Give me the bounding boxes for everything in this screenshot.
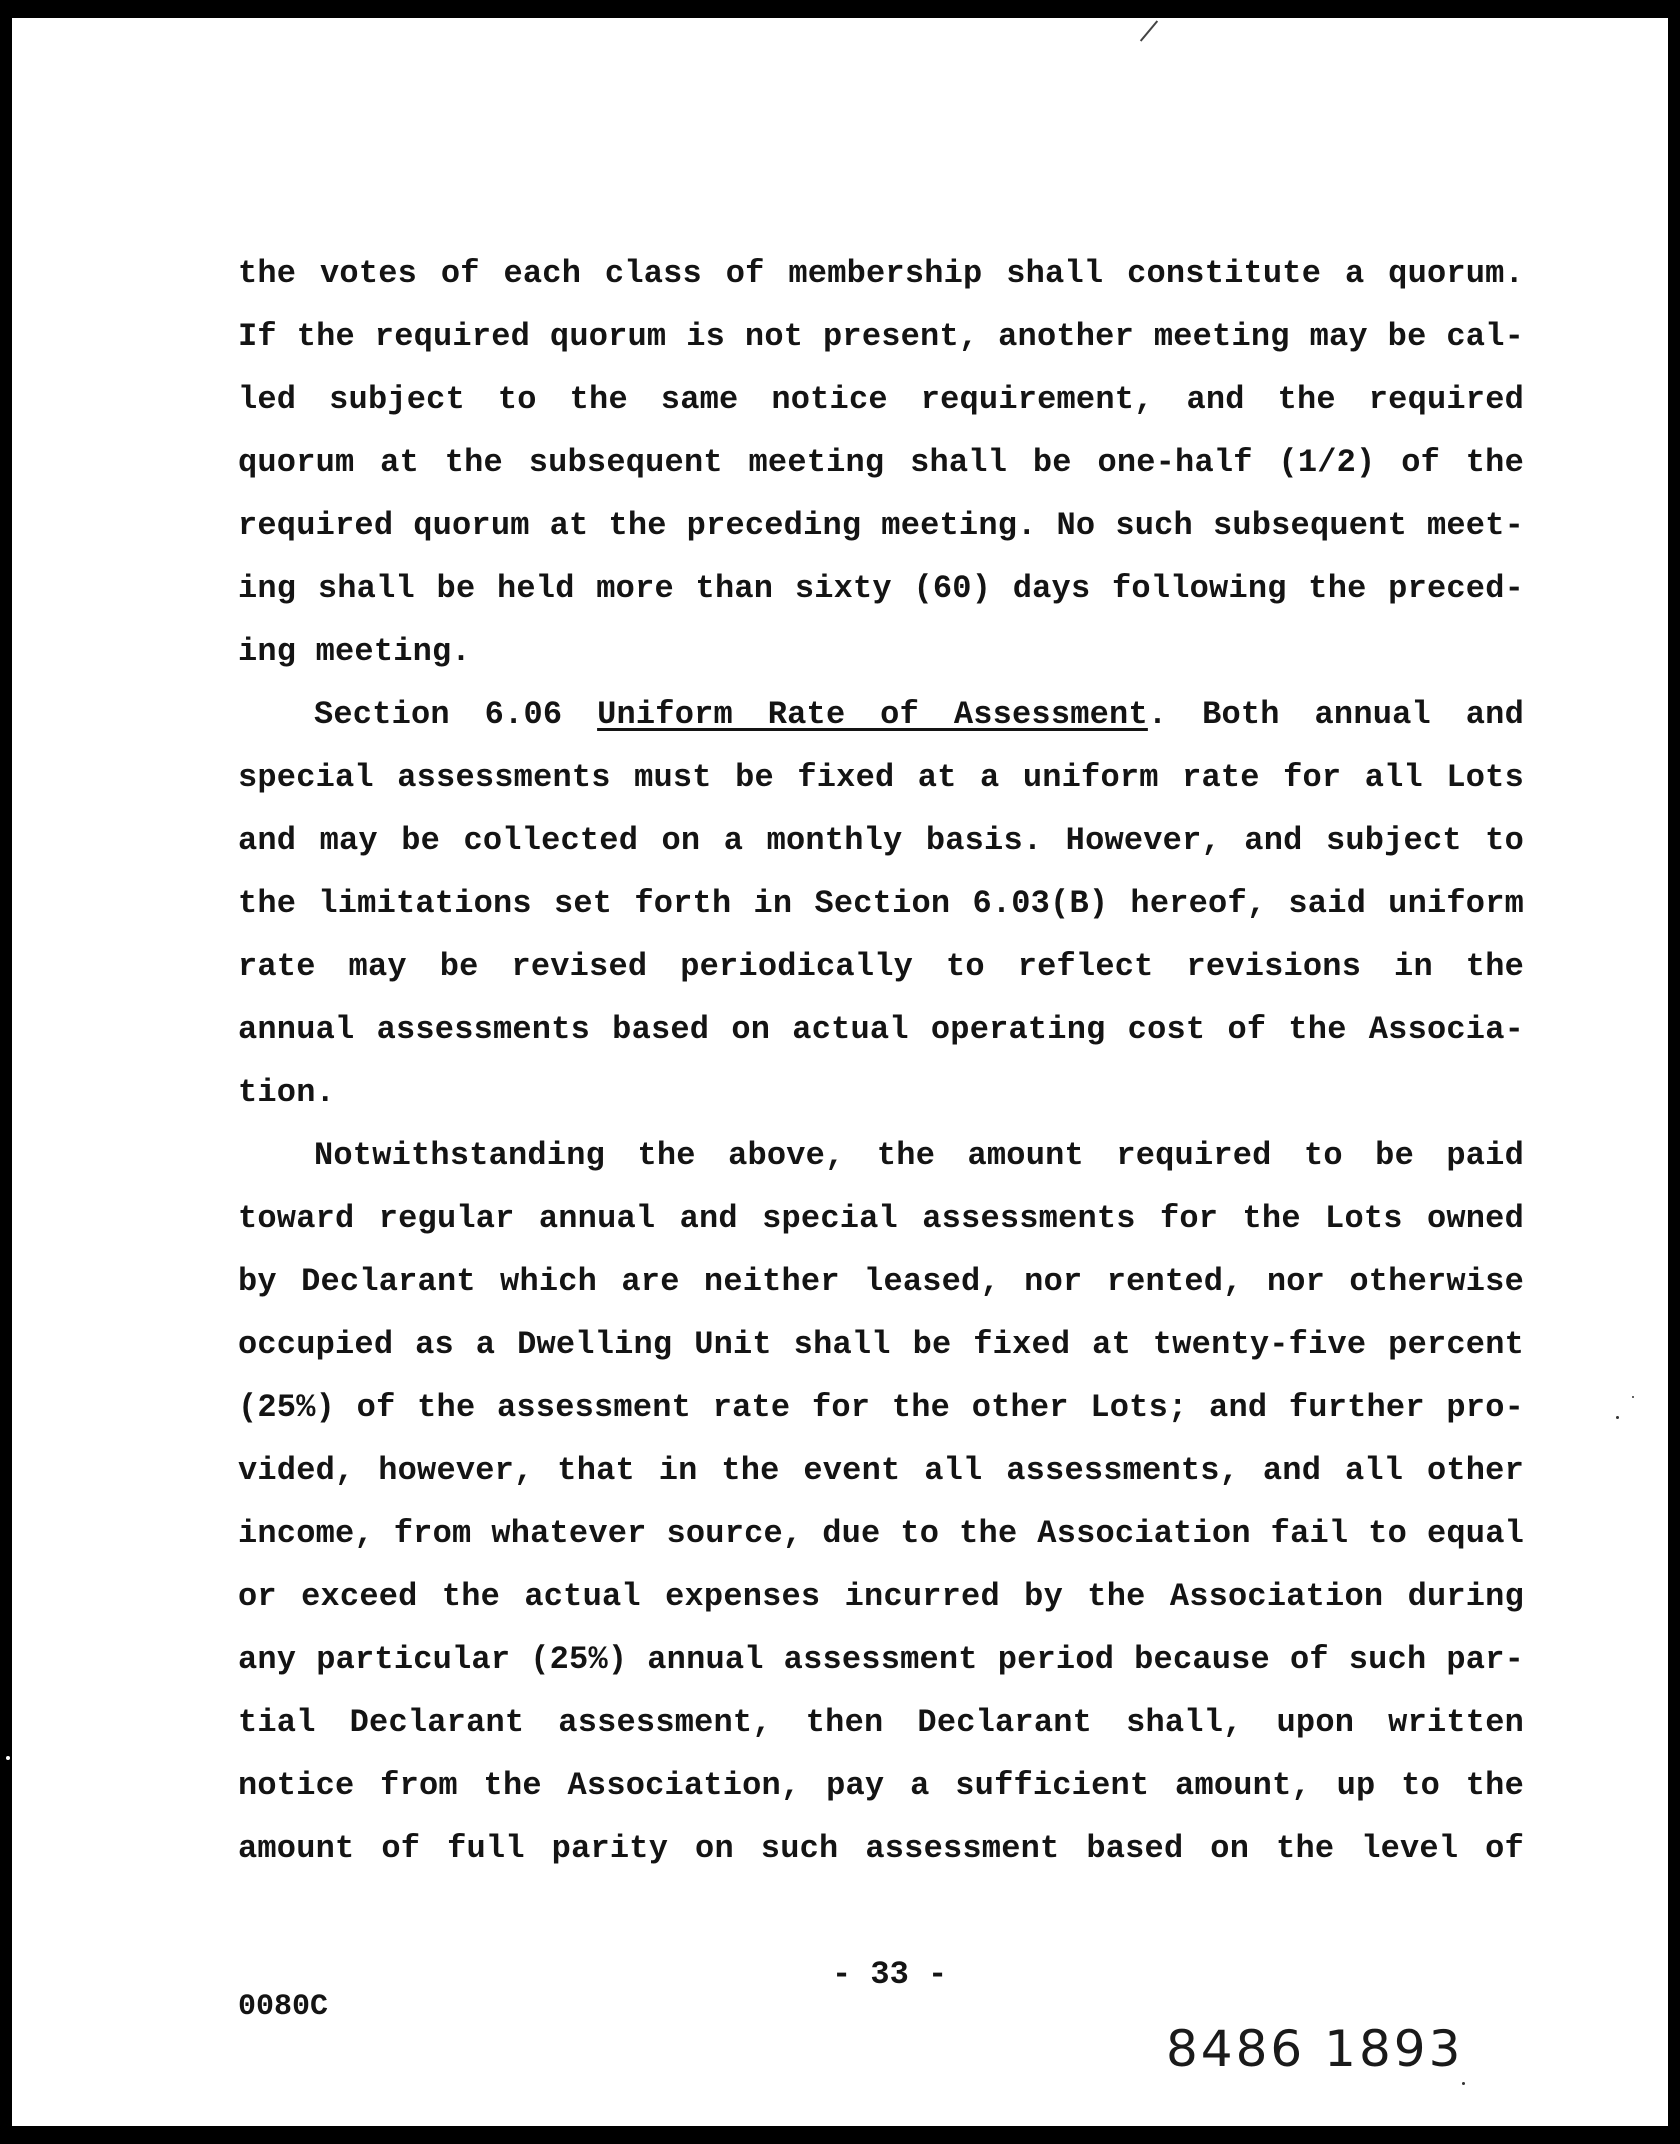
text-line-25: notice from the Association, pay a sufficient amount, up to the — [238, 1767, 1524, 1804]
text-line-4: quorum at the subsequent meeting shall be one-half (1/2) of the — [238, 444, 1524, 481]
section-title: Uniform Rate of Assessment — [597, 696, 1148, 733]
scan-speck — [6, 1756, 10, 1760]
text-line-10: and may be collected on a monthly basis. However, and subject to — [238, 822, 1524, 859]
section-lead-text: . Both annual and — [1147, 696, 1524, 733]
paper-crease — [1140, 20, 1158, 41]
section-heading-line — [314, 695, 1524, 735]
scan-speck — [1616, 1416, 1619, 1419]
text-line-17: by Declarant which are neither leased, nor rented, nor otherwise — [238, 1263, 1524, 1300]
text-line-20: vided, however, that in the event all assessments, and all other — [238, 1452, 1524, 1489]
text-line-7: ing meeting. — [238, 633, 471, 670]
text-line-22: or exceed the actual expenses incurred by the Association during — [238, 1578, 1524, 1615]
text-line-24: tial Declarant assessment, then Declarant shall, upon written — [238, 1704, 1524, 1741]
page-number: - 33 - — [832, 1956, 948, 1993]
text-line-23: any particular (25%) annual assessment period because of such par- — [238, 1641, 1524, 1678]
text-line-14: tion. — [238, 1074, 336, 1111]
text-line-6: ing shall be held more than sixty (60) days following the preced- — [238, 570, 1524, 607]
text-line-5: required quorum at the preceding meeting. No such subsequent meet- — [238, 507, 1524, 544]
scan-speck — [298, 20, 302, 24]
text-line-18: occupied as a Dwelling Unit shall be fixed at twenty-five percent — [238, 1326, 1524, 1363]
text-line-16: toward regular annual and special assessments for the Lots owned — [238, 1200, 1524, 1237]
text-line-19: (25%) of the assessment rate for the other Lots; and further pro- — [238, 1389, 1524, 1426]
text-line-9: special assessments must be fixed at a uniform rate for all Lots — [238, 759, 1524, 796]
text-line-1: the votes of each class of membership shall constitute a quorum. — [238, 255, 1524, 292]
text-line-2: If the required quorum is not present, another meeting may be cal- — [238, 318, 1524, 355]
text-line-13: annual assessments based on actual operating cost of the Associa- — [238, 1011, 1524, 1048]
text-line-21: income, from whatever source, due to the Association fail to equal — [238, 1515, 1524, 1552]
text-line-26: amount of full parity on such assessment based on the level of — [238, 1830, 1524, 1867]
scan-speck — [1632, 1396, 1634, 1398]
text-line-15: Notwithstanding the above, the amount required to be paid — [314, 1137, 1524, 1174]
stamped-number: 8486 1893 — [1166, 2020, 1464, 2078]
text-line-3: led subject to the same notice requirement, and the required — [238, 381, 1524, 418]
text-line-12: rate may be revised periodically to reflect revisions in the — [238, 948, 1524, 985]
document-code: 0080C — [238, 1990, 329, 2024]
section-number: Section 6.06 — [314, 696, 598, 733]
scan-speck — [1462, 2082, 1465, 2085]
text-line-11: the limitations set forth in Section 6.03(B) hereof, said uniform — [238, 885, 1524, 922]
document-page — [12, 18, 1668, 2126]
